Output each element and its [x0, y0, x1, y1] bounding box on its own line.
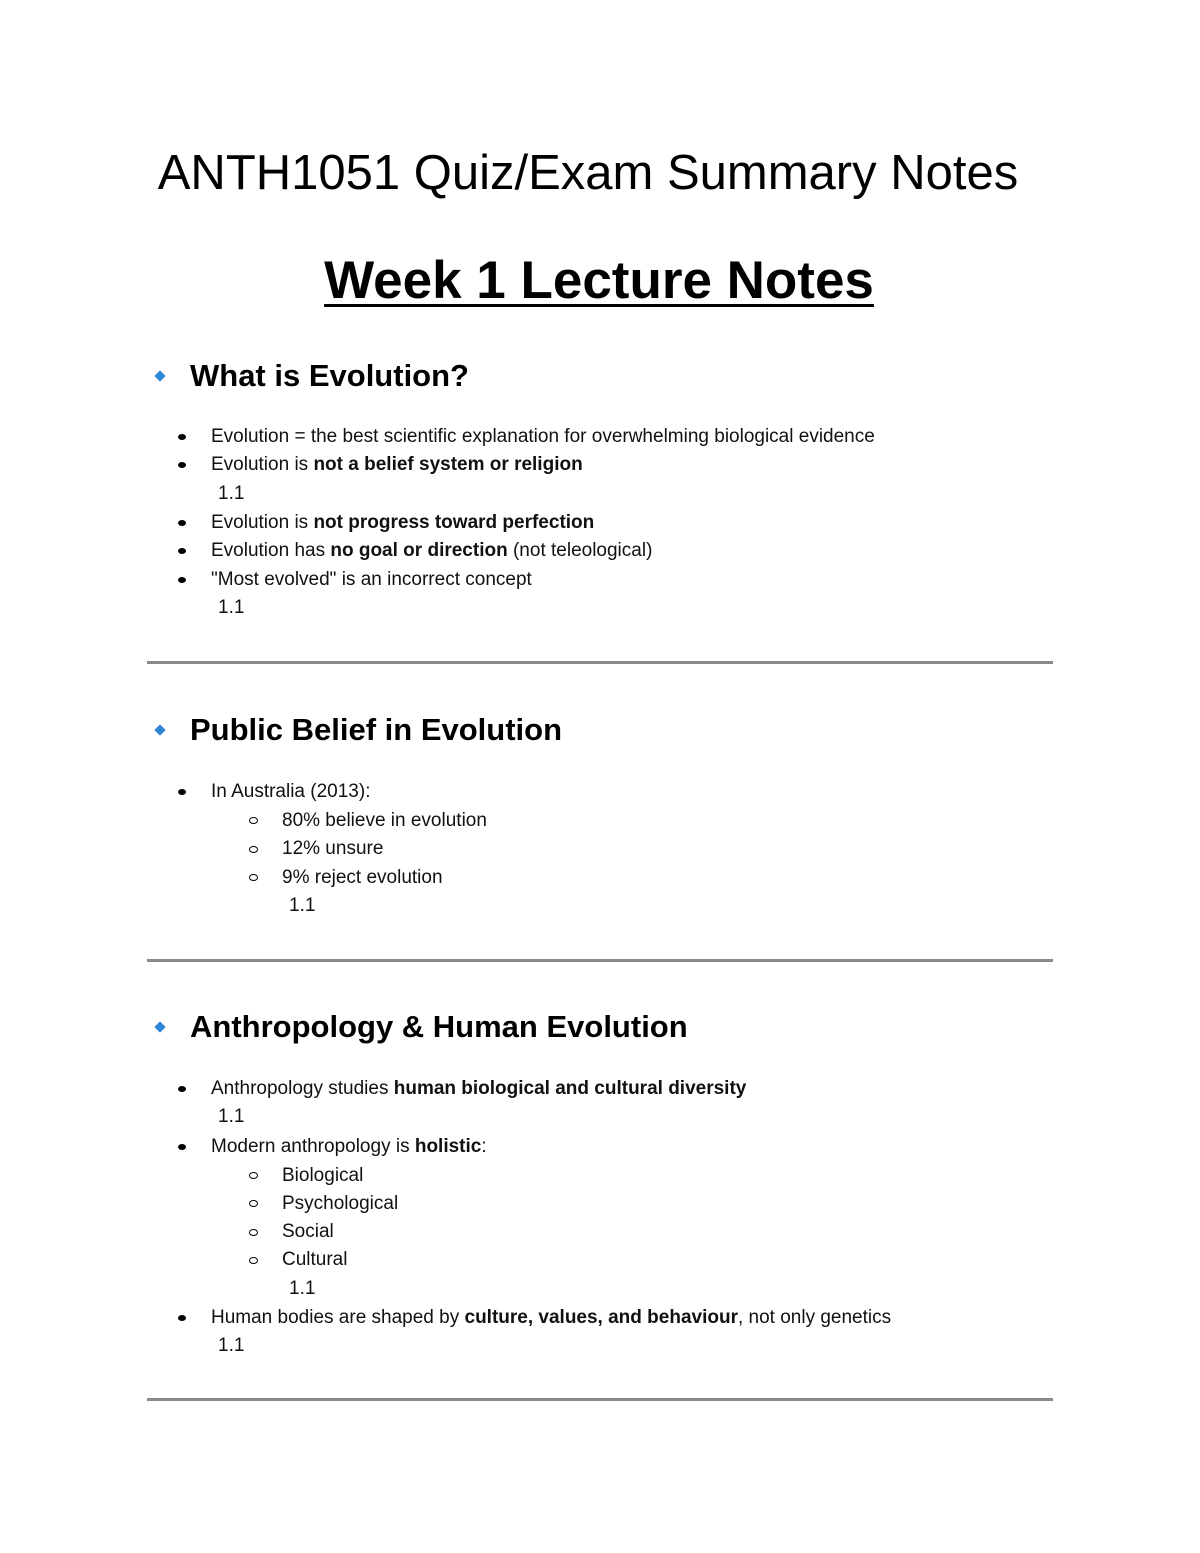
reference-number: 1.1	[218, 1106, 245, 1127]
bullet-icon	[178, 434, 186, 440]
document-title: ANTH1051 Quiz/Exam Summary Notes	[157, 146, 1019, 200]
reference-number: 1.1	[218, 597, 245, 618]
list-item: Evolution is not a belief system or religion	[211, 454, 583, 475]
reference-number: 1.1	[218, 483, 245, 504]
section-divider	[147, 661, 1053, 664]
section-heading-public-belief	[150, 710, 562, 750]
hollow-bullet-icon	[249, 1172, 258, 1179]
diamond-bullet-icon	[154, 1021, 165, 1032]
hollow-bullet-icon	[249, 874, 258, 881]
hollow-bullet-icon	[249, 846, 258, 853]
sub-list-item: 9% reject evolution	[282, 867, 443, 888]
bullet-icon	[178, 789, 186, 795]
list-item: "Most evolved" is an incorrect concept	[211, 569, 532, 590]
reference-number: 1.1	[289, 1278, 316, 1299]
bullet-icon	[178, 462, 186, 468]
sub-list-item: 80% believe in evolution	[282, 810, 487, 831]
week-heading: Week 1 Lecture Notes	[324, 251, 874, 310]
hollow-bullet-icon	[249, 817, 258, 824]
hollow-bullet-icon	[249, 1229, 258, 1236]
sub-list-item: Biological	[282, 1165, 364, 1186]
list-item: Evolution = the best scientific explanation for overwhelming biological evidence	[211, 426, 875, 447]
section-heading-anthropology	[150, 1007, 688, 1047]
bullet-icon	[178, 577, 186, 583]
sub-list-item: Cultural	[282, 1249, 348, 1270]
section-title: What is Evolution?	[190, 358, 469, 393]
sub-list-item: Psychological	[282, 1193, 399, 1214]
section-title: Anthropology & Human Evolution	[190, 1009, 688, 1044]
diamond-bullet-icon	[154, 370, 165, 381]
bullet-icon	[178, 548, 186, 554]
list-item: Anthropology studies human biological and cultural diversity	[211, 1078, 747, 1099]
bullet-icon	[178, 520, 186, 526]
section-divider	[147, 1398, 1053, 1401]
bullet-icon	[178, 1086, 186, 1092]
bullet-icon	[178, 1315, 186, 1321]
list-item: Modern anthropology is holistic:	[211, 1136, 487, 1157]
list-item: Human bodies are shaped by culture, values, and behaviour, not only genetics	[211, 1307, 892, 1328]
sub-list-item: Social	[282, 1221, 334, 1242]
list-item: Evolution is not progress toward perfection	[211, 512, 595, 533]
sub-list-item: 12% unsure	[282, 838, 384, 859]
section-title: Public Belief in Evolution	[190, 712, 563, 747]
list-item: In Australia (2013):	[211, 781, 371, 802]
section-divider	[147, 959, 1053, 962]
bullet-icon	[178, 1144, 186, 1150]
hollow-bullet-icon	[249, 1200, 258, 1207]
reference-number: 1.1	[218, 1335, 245, 1356]
reference-number: 1.1	[289, 895, 316, 916]
section-heading-evolution	[150, 356, 469, 396]
list-item: Evolution has no goal or direction (not teleological)	[211, 540, 653, 561]
diamond-bullet-icon	[154, 724, 165, 735]
hollow-bullet-icon	[249, 1257, 258, 1264]
